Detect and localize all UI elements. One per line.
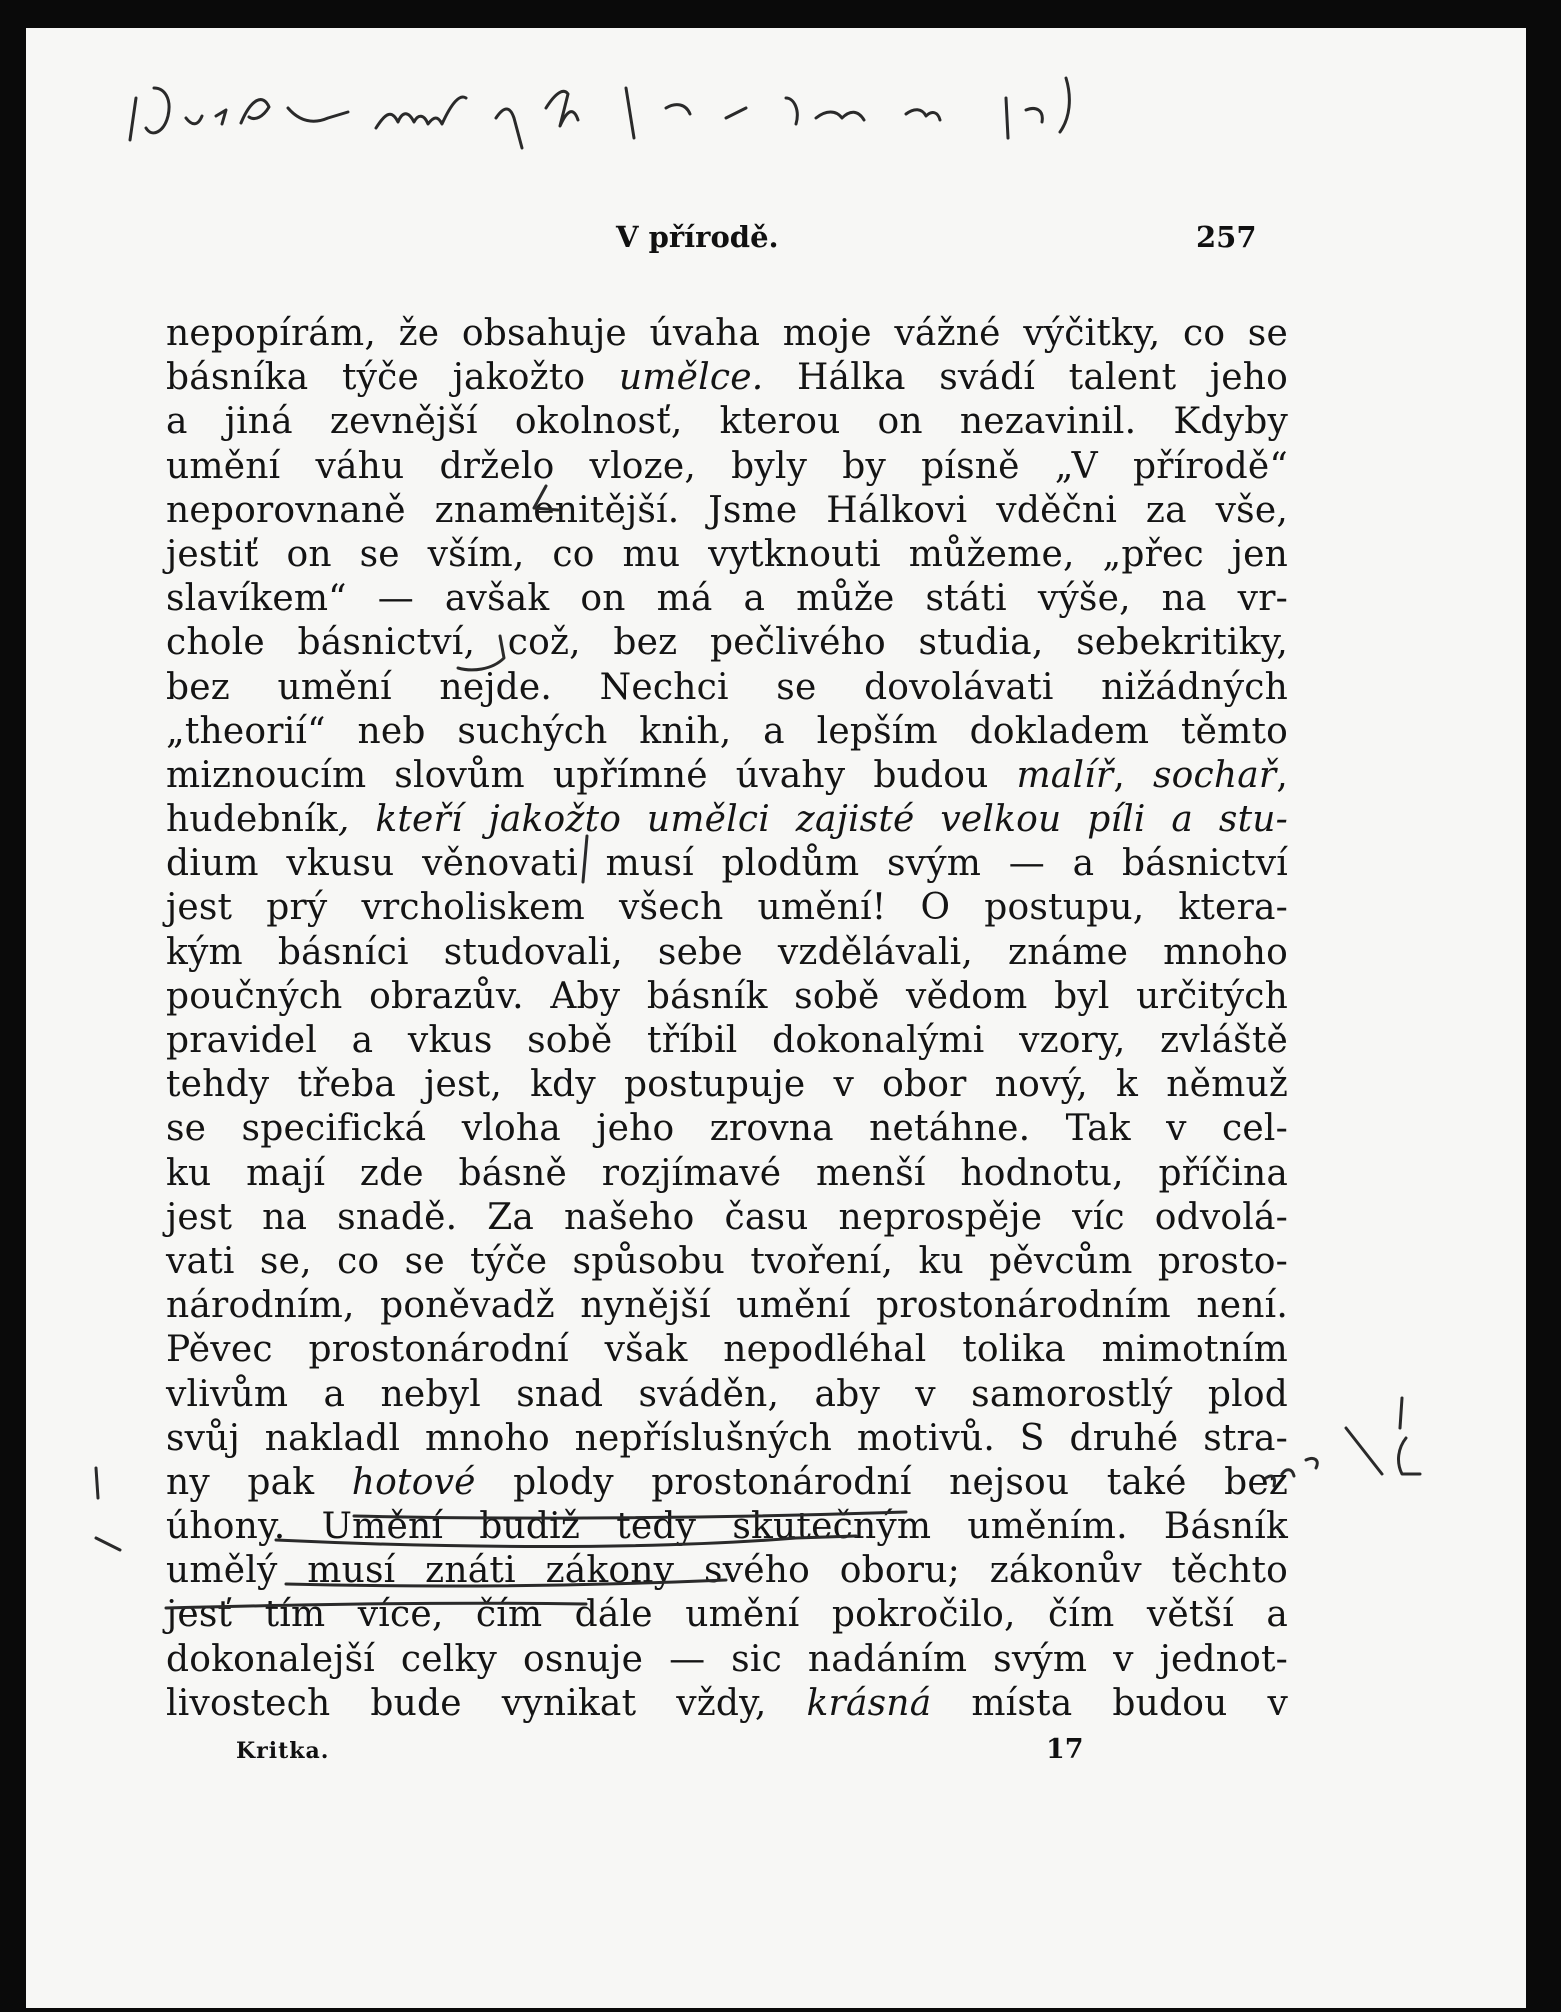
text-run: vlivům a nebyl snad sváděn, aby v samorostlý plod — [166, 1373, 1288, 1415]
sheet-number: 17 — [1046, 1734, 1084, 1765]
text-run: jesť tím více, čím dále umění pokročilo, čím větší a — [166, 1594, 1288, 1636]
text-run: dokonalejší celky osnuje — sic nadáním svým v jednot- — [166, 1638, 1288, 1680]
strike-line-3 — [286, 1580, 726, 1586]
text-run: úhony. Umění budiž tedy skutečným uměním. Básník — [166, 1506, 1288, 1548]
text-run: miznoucím slovům upřímné úvahy budou — [166, 754, 1017, 796]
italic-text: malíř — [1016, 754, 1114, 796]
bracket-mark-2 — [458, 636, 504, 670]
text-run: , — [1276, 754, 1288, 796]
text-run: slavíkem“ — avšak on má a může státi výše, na vr- — [166, 578, 1288, 620]
italic-text: hotové — [351, 1461, 476, 1503]
pencil-scrawl-top — [130, 78, 1069, 148]
handwritten-annotations — [26, 28, 1526, 2008]
margin-note-right — [1266, 1398, 1420, 1486]
italic-text: krásná — [806, 1682, 932, 1724]
text-run: pravidel a vkus sobě tříbil dokonalými vzory, zvláště — [166, 1020, 1288, 1061]
text-run: hudebník — [166, 799, 338, 841]
text-run: ku mají zde básně rozjímavé menší hodnotu, příčina — [166, 1152, 1288, 1194]
strike-line-4 — [166, 1603, 586, 1608]
text-run: básníka týče jakožto — [166, 357, 619, 399]
text-run: jest na snadě. Za našeho času neprospěje víc odvolá- — [166, 1196, 1288, 1238]
insertion-bar — [583, 836, 587, 882]
strike-line-2 — [276, 1536, 856, 1547]
scan-border-right — [1526, 0, 1561, 2012]
italic-text: umělce. — [618, 357, 764, 399]
text-run: neporovnaně znamenitější. Jsme Hálkovi vděčni za vše, — [166, 489, 1288, 531]
text-run: svůj nakladl mnoho nepříslušných motivů. S druhé stra- — [166, 1417, 1288, 1459]
scan-border-left — [0, 0, 26, 2012]
text-run: nepopírám, že obsahuje úvaha moje vážné výčitky, co se — [166, 313, 1288, 354]
margin-mark-left-2 — [96, 1538, 120, 1550]
text-run: plody prostonárodní nejsou také bez — [475, 1461, 1288, 1503]
text-run: ny pak — [166, 1461, 352, 1503]
page-number: 257 — [1196, 220, 1257, 254]
text-run: se specifická vloha jeho zrovna netáhne. Tak v cel- — [166, 1108, 1288, 1150]
text-run: „theorií“ neb suchých knih, a lepším dokladem těmto — [166, 710, 1288, 752]
text-run: livostech bude vynikat vždy, — [166, 1682, 807, 1724]
text-run: kým básníci studovali, sebe vzdělávali, známe mnoho — [166, 931, 1288, 973]
text-run: umění váhu drželo vloze, byly by písně „V přírodě“ — [166, 445, 1288, 487]
running-head-title: V přírodě. — [616, 220, 779, 254]
text-run: tehdy třeba jest, kdy postupuje v obor nový, k němuž — [166, 1064, 1288, 1106]
bracket-mark-1 — [534, 486, 558, 510]
text-run: a jiná zevnější okolnosť, kterou on nezavinil. Kdyby — [166, 401, 1288, 443]
italic-text: sochař — [1152, 754, 1277, 796]
text-run: místa budou v — [931, 1682, 1288, 1724]
book-page — [26, 28, 1526, 2008]
text-run: Hálka svádí talent jeho — [763, 357, 1288, 399]
text-run: vati se, co se týče spůsobu tvoření, ku pěvcům prosto- — [166, 1240, 1288, 1282]
text-run: dium vkusu věnovati musí plodům svým — a básnictví — [166, 843, 1288, 885]
text-run: bez umění nejde. Nechci se dovolávati nižádných — [166, 666, 1288, 708]
signature-mark: Kritka. — [236, 1738, 330, 1764]
margin-mark-left-1 — [96, 1468, 98, 1498]
text-run: jestiť on se vším, co mu vytknouti můžeme, „přec jen — [166, 533, 1288, 575]
text-run: poučných obrazův. Aby básník sobě vědom byl určitých — [166, 975, 1288, 1017]
text-run: Pěvec prostonárodní však nepodléhal tolika mimotním — [166, 1329, 1288, 1371]
underline-1 — [354, 1512, 906, 1518]
text-run: jest prý vrcholiskem všech umění! O postupu, ktera- — [166, 887, 1288, 929]
text-run: umělý musí znáti zákony svého oboru; zákonův těchto — [166, 1550, 1288, 1592]
italic-text: , kteří jakožto umělci zajisté velkou píli a stu- — [337, 799, 1288, 841]
text-run: chole básnictví, což, bez pečlivého studia, sebekritiky, — [166, 622, 1288, 664]
text-run: , — [1113, 754, 1153, 796]
text-run: národním, poněvadž nynější umění prostonárodním není. — [166, 1285, 1288, 1327]
